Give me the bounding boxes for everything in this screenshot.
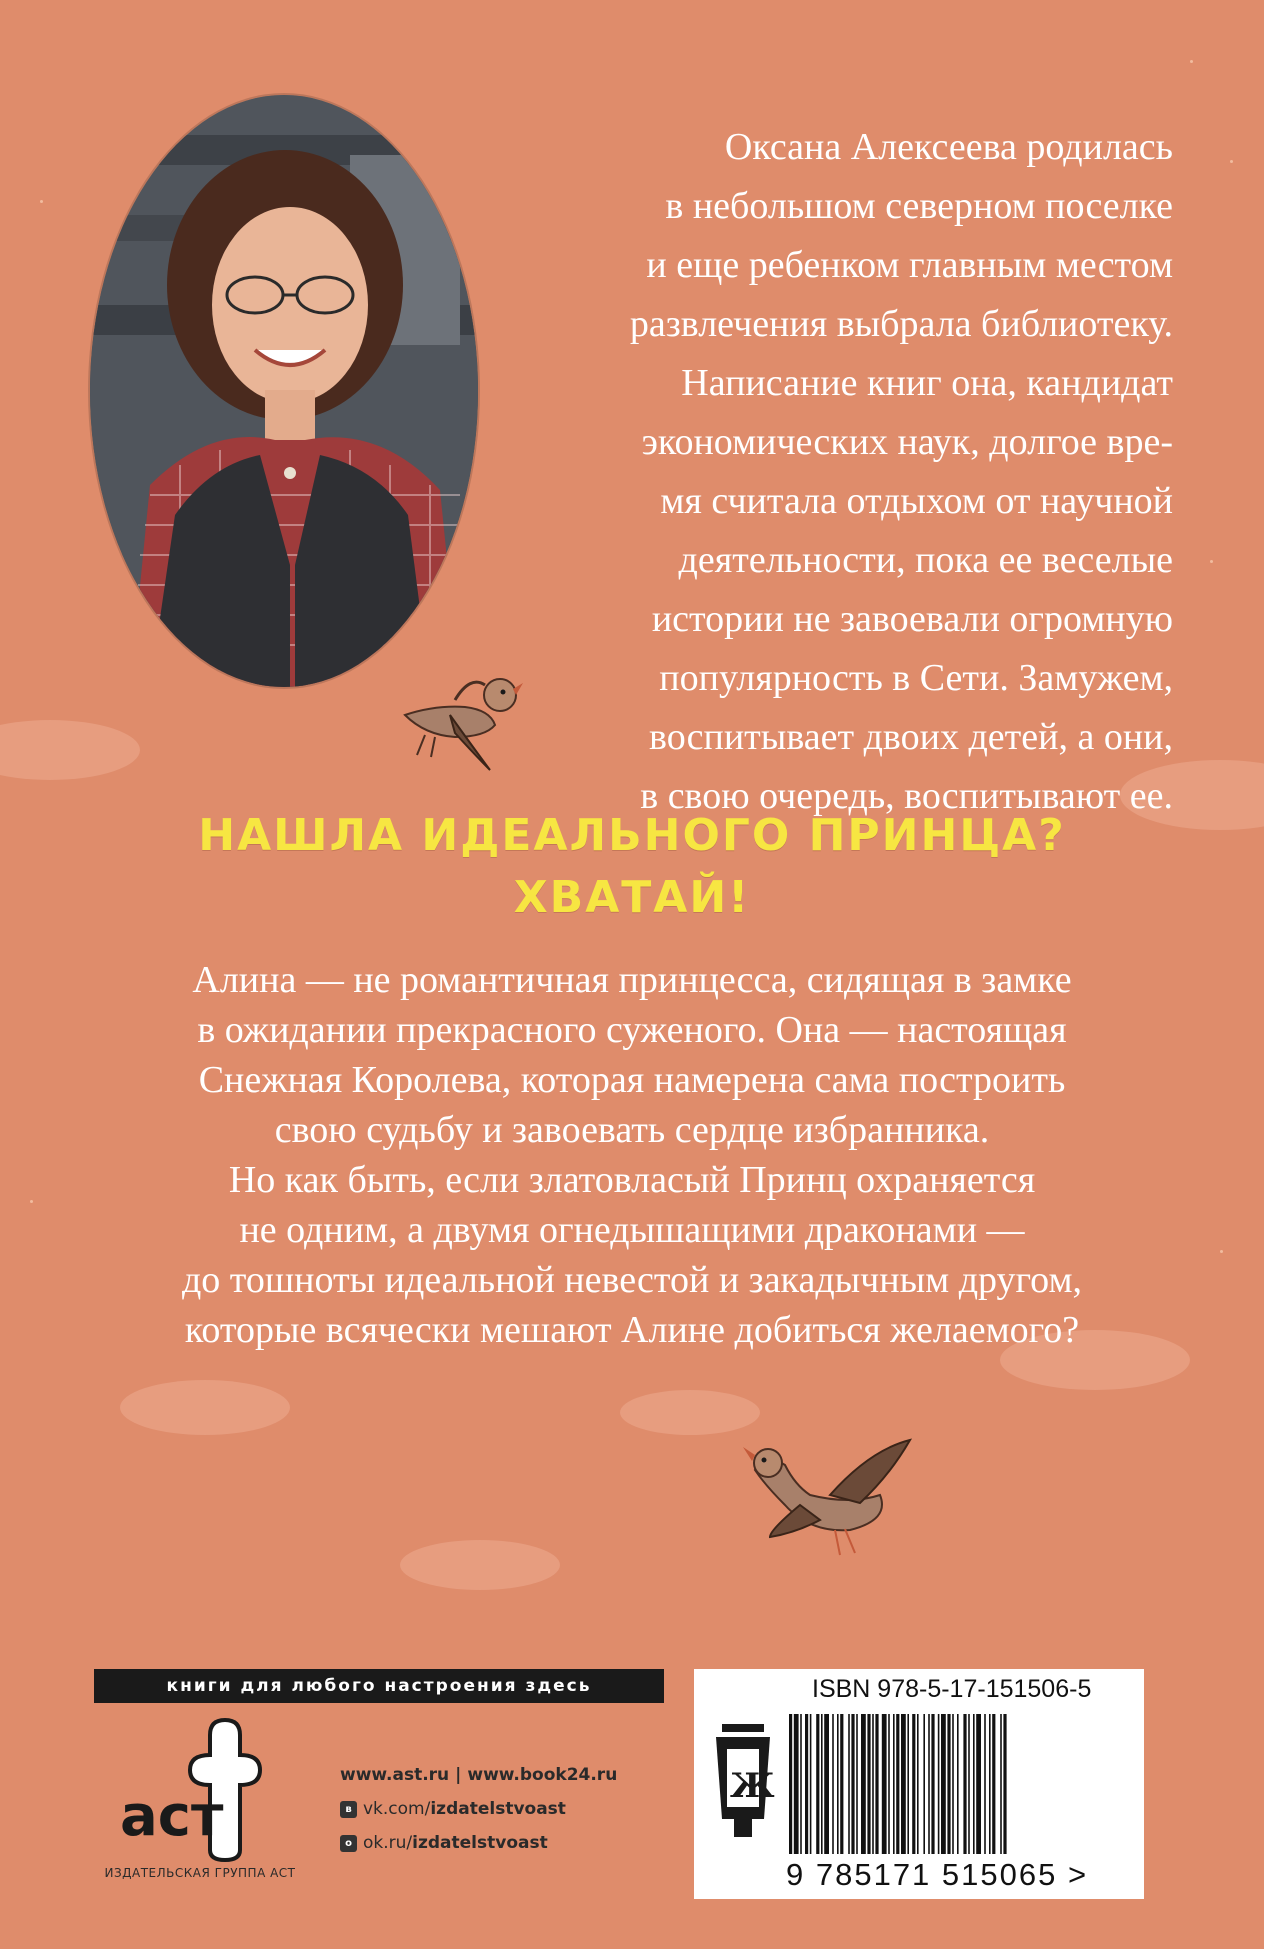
barcode-bar bbox=[867, 1714, 870, 1854]
author-portrait-image bbox=[90, 95, 478, 687]
headline-line-2: ХВАТАЙ! bbox=[513, 872, 751, 923]
link-separator: | bbox=[455, 1765, 462, 1785]
bird-illustration bbox=[740, 1425, 915, 1565]
barcode-bar bbox=[957, 1714, 959, 1854]
barcode-bar bbox=[973, 1714, 975, 1854]
blurb-line: свою судьбу и завоевать сердце избранника. bbox=[274, 1109, 990, 1151]
background-speck bbox=[1220, 1250, 1223, 1253]
barcode-bar bbox=[1003, 1714, 1006, 1854]
bio-line: мя считала отдыхом от научной bbox=[660, 480, 1173, 522]
vk-icon: в bbox=[340, 1801, 357, 1818]
barcode-bar bbox=[941, 1714, 946, 1854]
barcode-bar bbox=[968, 1714, 970, 1854]
blurb-line: не одним, а двумя огнедышащими драконами — bbox=[239, 1209, 1025, 1251]
barcode-bar bbox=[888, 1714, 890, 1854]
background-cloud bbox=[0, 720, 140, 780]
author-bio bbox=[563, 118, 1173, 826]
background-speck bbox=[40, 200, 43, 203]
background-speck bbox=[1230, 160, 1233, 163]
bio-line: экономических наук, долгое вре- bbox=[641, 421, 1173, 463]
barcode-bar bbox=[789, 1714, 792, 1854]
blurb-line: до тошноты идеальной невестой и закадычным другом, bbox=[181, 1259, 1083, 1301]
bio-line: деятельности, пока ее веселые bbox=[678, 539, 1173, 581]
barcode-bar bbox=[963, 1714, 966, 1854]
barcode-bar bbox=[992, 1714, 995, 1854]
bio-line: в свою очередь, воспитывают ее. bbox=[640, 775, 1173, 817]
barcode-bar bbox=[800, 1714, 802, 1854]
barcode-bar bbox=[893, 1714, 895, 1854]
barcode-bar bbox=[1000, 1714, 1002, 1854]
barcode-bar bbox=[810, 1714, 812, 1854]
vk-link[interactable] bbox=[340, 1792, 617, 1826]
blurb-line: которые всячески мешают Алине добиться желаемого? bbox=[184, 1309, 1080, 1351]
ast-logo bbox=[110, 1715, 290, 1865]
barcode-bar bbox=[837, 1714, 839, 1854]
publisher-links bbox=[340, 1758, 617, 1860]
publisher-group-caption: ИЗДАТЕЛЬСКАЯ ГРУППА АСТ bbox=[104, 1866, 296, 1880]
headline-line-1: НАШЛА ИДЕАЛЬНОГО ПРИНЦА? bbox=[198, 810, 1066, 861]
background-speck bbox=[30, 1200, 33, 1203]
svg-text:Ж: Ж bbox=[730, 1766, 775, 1806]
isbn-barcode bbox=[694, 1669, 1144, 1899]
barcode-bar bbox=[882, 1714, 887, 1854]
blurb-line: в ожидании прекрасного суженого. Она — настоящая bbox=[197, 1009, 1067, 1051]
background-cloud bbox=[400, 1540, 560, 1590]
barcode-bar bbox=[928, 1714, 930, 1854]
barcode-bar bbox=[816, 1714, 819, 1854]
website-links bbox=[340, 1758, 617, 1792]
barcode-bar bbox=[832, 1714, 834, 1854]
headline bbox=[0, 805, 1264, 929]
book-blurb bbox=[60, 955, 1204, 1355]
publisher-tagline: книги для любого настроения здесь bbox=[94, 1669, 664, 1703]
barcode-bar bbox=[907, 1714, 909, 1854]
website-ast-link[interactable]: www.ast.ru bbox=[340, 1765, 450, 1785]
ok-link[interactable] bbox=[340, 1826, 617, 1860]
vk-link-prefix: vk.com/ bbox=[363, 1799, 431, 1819]
barcode-bar bbox=[821, 1714, 823, 1854]
blurb-line: Снежная Королева, которая намерена сама построить bbox=[198, 1059, 1066, 1101]
barcode-bar bbox=[976, 1714, 981, 1854]
barcode-bar bbox=[848, 1714, 850, 1854]
barcode-bar bbox=[851, 1714, 854, 1854]
barcode-bar bbox=[805, 1714, 808, 1854]
ok-link-handle: izdatelstvoast bbox=[412, 1833, 548, 1853]
vk-link-handle: izdatelstvoast bbox=[430, 1799, 566, 1819]
author-portrait bbox=[90, 95, 478, 687]
background-cloud bbox=[120, 1380, 290, 1435]
isbn-number: ISBN 978-5-17-151506-5 bbox=[812, 1675, 1092, 1703]
bio-line: в небольшом северном поселке bbox=[665, 185, 1173, 227]
barcode-bar bbox=[856, 1714, 858, 1854]
blurb-line: Алина — не романтичная принцесса, сидящая в замке bbox=[192, 959, 1072, 1001]
barcode-digits: 9 785171 515065 > bbox=[786, 1857, 1089, 1892]
barcode-bar bbox=[794, 1714, 799, 1854]
barcode-bar bbox=[824, 1714, 829, 1854]
barcode-bar bbox=[912, 1714, 915, 1854]
background-speck bbox=[1210, 560, 1213, 563]
barcode-bar bbox=[872, 1714, 874, 1854]
bird-illustration bbox=[395, 655, 525, 775]
bio-line: воспитывает двоих детей, а они, bbox=[649, 716, 1173, 758]
bio-line: и еще ребенком главным местом bbox=[646, 244, 1173, 286]
barcode-bar bbox=[917, 1714, 919, 1854]
bio-line: Оксана Алексеева родилась bbox=[724, 126, 1173, 168]
website-book24-link[interactable]: www.book24.ru bbox=[467, 1765, 618, 1785]
barcode-bar bbox=[923, 1714, 925, 1854]
barcode-bar bbox=[840, 1714, 843, 1854]
barcode-bar bbox=[901, 1714, 906, 1854]
barcode-bar bbox=[938, 1714, 940, 1854]
barcode-bar bbox=[861, 1714, 866, 1854]
barcode-bar bbox=[931, 1714, 934, 1854]
barcode-bar bbox=[875, 1714, 878, 1854]
lantern-imprint-icon bbox=[716, 1724, 775, 1837]
bio-line: Написание книг она, кандидат bbox=[681, 362, 1173, 404]
bio-line: истории не завоевали огромную bbox=[651, 598, 1173, 640]
ok-icon: о bbox=[340, 1835, 357, 1852]
barcode-bar bbox=[989, 1714, 991, 1854]
barcode-bar bbox=[952, 1714, 954, 1854]
background-cloud bbox=[620, 1390, 760, 1435]
ok-link-prefix: ok.ru/ bbox=[363, 1833, 413, 1853]
barcode-bar bbox=[984, 1714, 986, 1854]
bio-line: развлечения выбрала библиотеку. bbox=[629, 303, 1173, 345]
bio-line: популярность в Сети. Замужем, bbox=[659, 657, 1173, 699]
barcode-bar bbox=[896, 1714, 899, 1854]
barcode-bars bbox=[789, 1714, 1007, 1854]
ast-logo-text: аст bbox=[120, 1784, 224, 1849]
background-speck bbox=[1190, 60, 1193, 63]
ast-logo-mark bbox=[110, 1715, 290, 1865]
barcode-bar bbox=[947, 1714, 950, 1854]
blurb-line: Но как быть, если златовласый Принц охраняется bbox=[228, 1159, 1036, 1201]
